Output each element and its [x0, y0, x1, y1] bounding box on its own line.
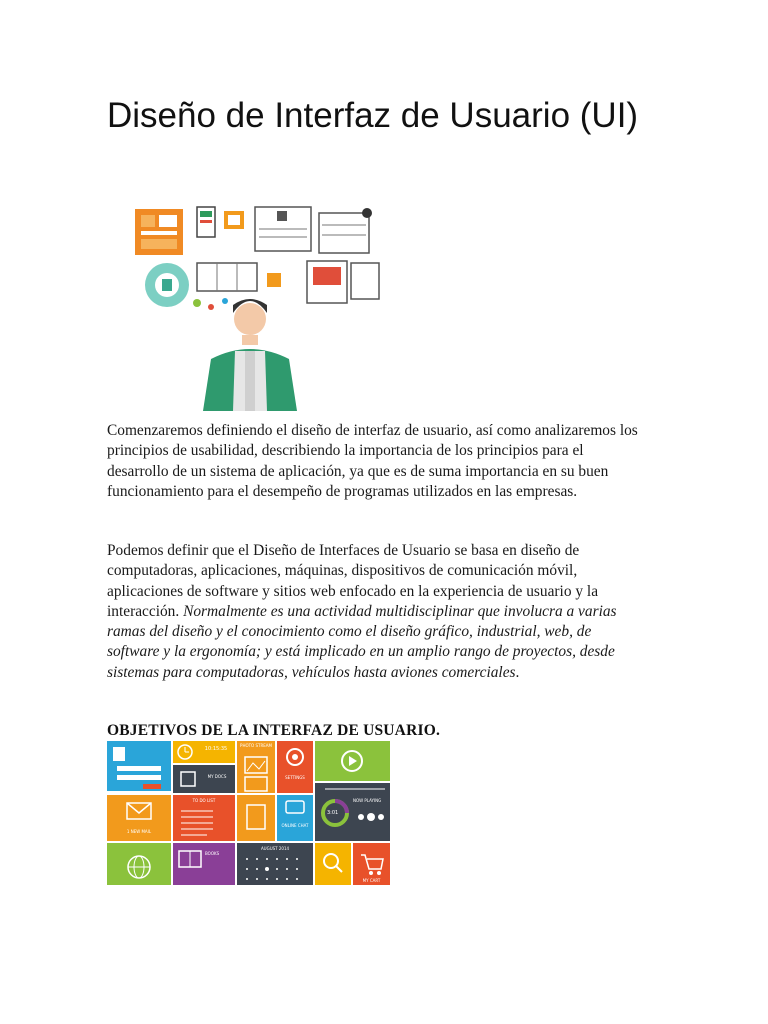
settings-label: SETTINGS — [285, 775, 305, 780]
tile-todo-list — [173, 795, 235, 841]
tile-calendar — [237, 843, 313, 885]
photo-stream-label: PHOTO STREAM — [240, 743, 272, 748]
tile-photo-stream — [237, 741, 275, 793]
tile-clock — [173, 741, 235, 763]
now-playing-label: NOW PLAYING — [353, 798, 382, 803]
tile-my-docs — [173, 765, 235, 793]
page-title: Diseño de Interfaz de Usuario (UI) — [107, 96, 639, 135]
hero-illustration — [107, 201, 390, 411]
tile-new-mail — [107, 795, 171, 841]
definition-end-punct: . — [515, 663, 520, 681]
definition-regular-text: Podemos definir que el Diseño de Interfaces de Usuario se basa en diseño de computadoras, aplicaciones, máquinas, dispositivos de comunicación móvil, aplicaciones de software y sitios web enfocado en la experiencia de usuario y la interacción. — [107, 542, 599, 620]
definition-italic-text: Normalmente es una actividad multidisciplinar que involucra a varias ramas del diseño y el conocimiento como el diseño gráfico, industrial, web, de software y la ergonomía; y está implicado en un amplio rango de proyectos, desde sistemas para computadoras, vehículos hasta aviones comerciales — [107, 602, 617, 681]
books-label: BOOKS — [205, 851, 220, 856]
tile-online-chat — [277, 795, 313, 841]
tile-search — [315, 843, 351, 885]
section-heading: OBJETIVOS DE LA INTERFAZ DE USUARIO. — [107, 722, 441, 739]
definition-paragraph — [107, 541, 647, 683]
online-chat-label: ONLINE CHAT — [281, 823, 309, 828]
tile-play — [315, 741, 390, 781]
tile-settings — [277, 741, 313, 793]
timer-label: 3:01 — [327, 810, 339, 816]
todo-label: TO DO LIST — [192, 798, 216, 803]
new-mail-label: 1 NEW MAIL — [126, 829, 152, 834]
tile-user-login — [107, 741, 171, 791]
tile-now-playing — [315, 783, 390, 841]
tile-books — [173, 843, 235, 885]
tile-globe — [107, 843, 171, 885]
ui-tiles-illustration — [107, 741, 390, 885]
calendar-label: AUGUST 2014 — [260, 846, 290, 851]
tile-cart-small — [237, 795, 275, 841]
tile-my-cart — [353, 843, 390, 885]
my-cart-label: MY CART — [362, 878, 381, 883]
clock-time: 10:15:35 — [204, 746, 228, 752]
intro-paragraph: Comenzaremos definiendo el diseño de interfaz de usuario, así como analizaremos los principios de usabilidad, describiendo la importancia de los principios para el desarrollo de un sistema de aplicación, ya que es de suma importancia en su buen funcionamiento para el desempeño de programas utilizados en las empresas. — [107, 422, 638, 500]
my-docs-label: MY DOCS — [207, 774, 227, 779]
